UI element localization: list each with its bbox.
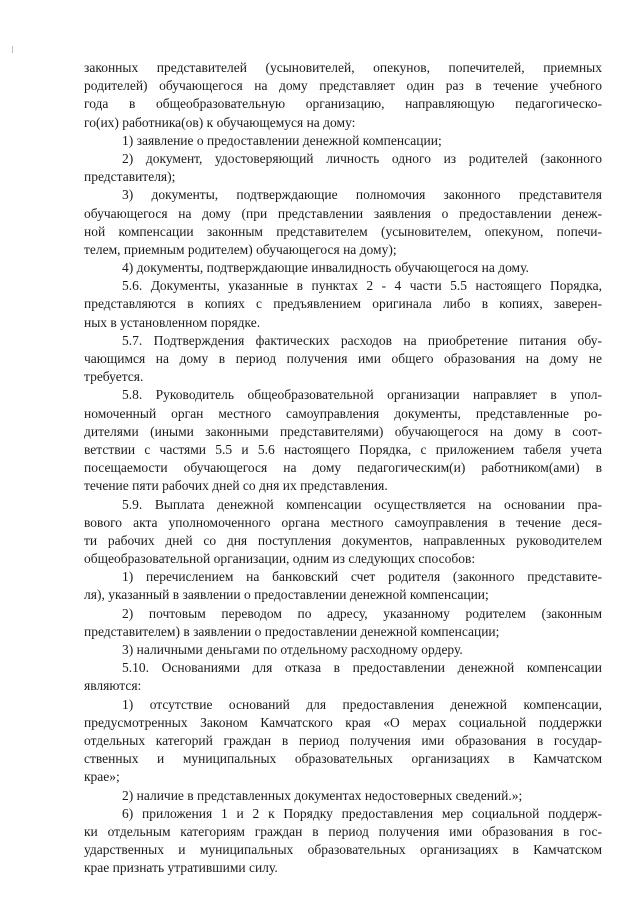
text-line: общеобразовательной организации, одним из следующих способов: — [84, 551, 476, 567]
text-line: 5.9. Выплата денежной компенсации осуществляется на основании пра- — [122, 496, 602, 512]
text-line: номоченный орган местного самоуправления документы, представленные ро- — [84, 405, 602, 421]
text-line: чающимся на дому в период получения ими общего образования на дому не — [84, 351, 602, 366]
text-line: отдельных категорий граждан в период получения ими образования в государ- — [84, 732, 602, 748]
text-line: представителем) в заявлении о предоставлении денежной компенсации; — [84, 623, 500, 639]
text-line: родителей) обучающегося на дому представляет один раз в течение учебного — [84, 78, 602, 94]
text-line: обучающегося на дому (при представлении заявления о предоставлении денеж- — [84, 205, 602, 221]
text-line: крае»; — [84, 769, 120, 785]
text-line: крае признать утратившими силу. — [84, 860, 278, 876]
text-line: ти рабочих дней со дня поступления документов, направленных руководителем — [84, 532, 602, 548]
text-line: года в общеобразовательную организацию, направляющую педагогическо- — [84, 96, 602, 112]
text-line: 1) перечислением на банковский счет родителя (законного представите- — [122, 569, 602, 585]
text-line: 5.6. Документы, указанные в пунктах 2 - 4 части 5.5 настоящего Порядка, — [122, 278, 602, 294]
text-line: телем, приемным родителем) обучающегося на дому); — [84, 241, 397, 257]
text-line: представителя); — [84, 169, 176, 185]
text-line: ветствии с частями 5.5 и 5.6 настоящего Порядка, с приложением табеля учета — [84, 441, 602, 457]
text-line: ной компенсации законным представителем (усыновителем, опекуном, попечи- — [84, 223, 602, 239]
text-line: 5.10. Основаниями для отказа в предоставлении денежной компенсации — [122, 660, 602, 676]
text-line: представляются в копиях с предъявлением оригинала либо в копиях, заверен- — [84, 296, 602, 312]
text-line: 1) отсутствие оснований для предоставления денежной компенсации, — [122, 696, 602, 712]
text-line: ля), указанный в заявлении о предоставлении денежной компенсации; — [84, 587, 489, 603]
text-line: вового акта уполномоченного органа местного самоуправления в течение деся- — [84, 514, 602, 530]
text-line: дителями (иными законными представителями) обучающегося на дому в соот- — [84, 423, 602, 439]
text-line: требуется. — [84, 369, 144, 385]
text-line: течение пяти рабочих дней со дня их представления. — [84, 478, 388, 494]
document-body — [84, 59, 602, 877]
text-line: 6) приложения 1 и 2 к Порядку предоставления мер социальной поддерж- — [122, 805, 602, 821]
text-line: ных в установленном порядке. — [84, 314, 261, 330]
text-line: ки отдельным категориям граждан в период получения ими образования в гос- — [84, 823, 602, 839]
text-line: предусмотренных Законом Камчатского края «О мерах социальной поддержки — [84, 714, 602, 730]
text-line: 3) наличными деньгами по отдельному расходному ордеру. — [122, 642, 463, 657]
margin-mark — [12, 46, 13, 53]
text-line: 5.8. Руководитель общеобразовательной организации направляет в упол- — [122, 387, 602, 403]
text-line: 5.7. Подтверждения фактических расходов на приобретение питания обу- — [122, 332, 602, 348]
text-line: ударственных и муниципальных образовательных организациях в Камчатском — [84, 842, 602, 858]
text-line: 2) наличие в представленных документах недостоверных сведений.»; — [122, 787, 523, 803]
text-line: ственных и муниципальных образовательных организациях в Камчатском — [84, 751, 602, 767]
text-line: 2) почтовым переводом по адресу, указанному родителем (законным — [122, 605, 602, 621]
text-line: 1) заявление о предоставлении денежной компенсации; — [122, 132, 442, 148]
text-line: законных представителей (усыновителей, опекунов, попечителей, приемных — [84, 60, 602, 75]
text-line: 2) документ, удостоверяющий личность одного из родителей (законного — [122, 150, 602, 166]
text-line: го(их) работника(ов) к обучающемуся на дому: — [84, 114, 356, 130]
text-line: посещаемости обучающегося на дому педагогическим(и) работником(ами) в — [84, 460, 602, 476]
text-line: 4) документы, подтверждающие инвалидность обучающегося на дому. — [122, 260, 529, 276]
text-line: являются: — [84, 678, 142, 694]
text-line: 3) документы, подтверждающие полномочия законного представителя — [122, 187, 602, 203]
